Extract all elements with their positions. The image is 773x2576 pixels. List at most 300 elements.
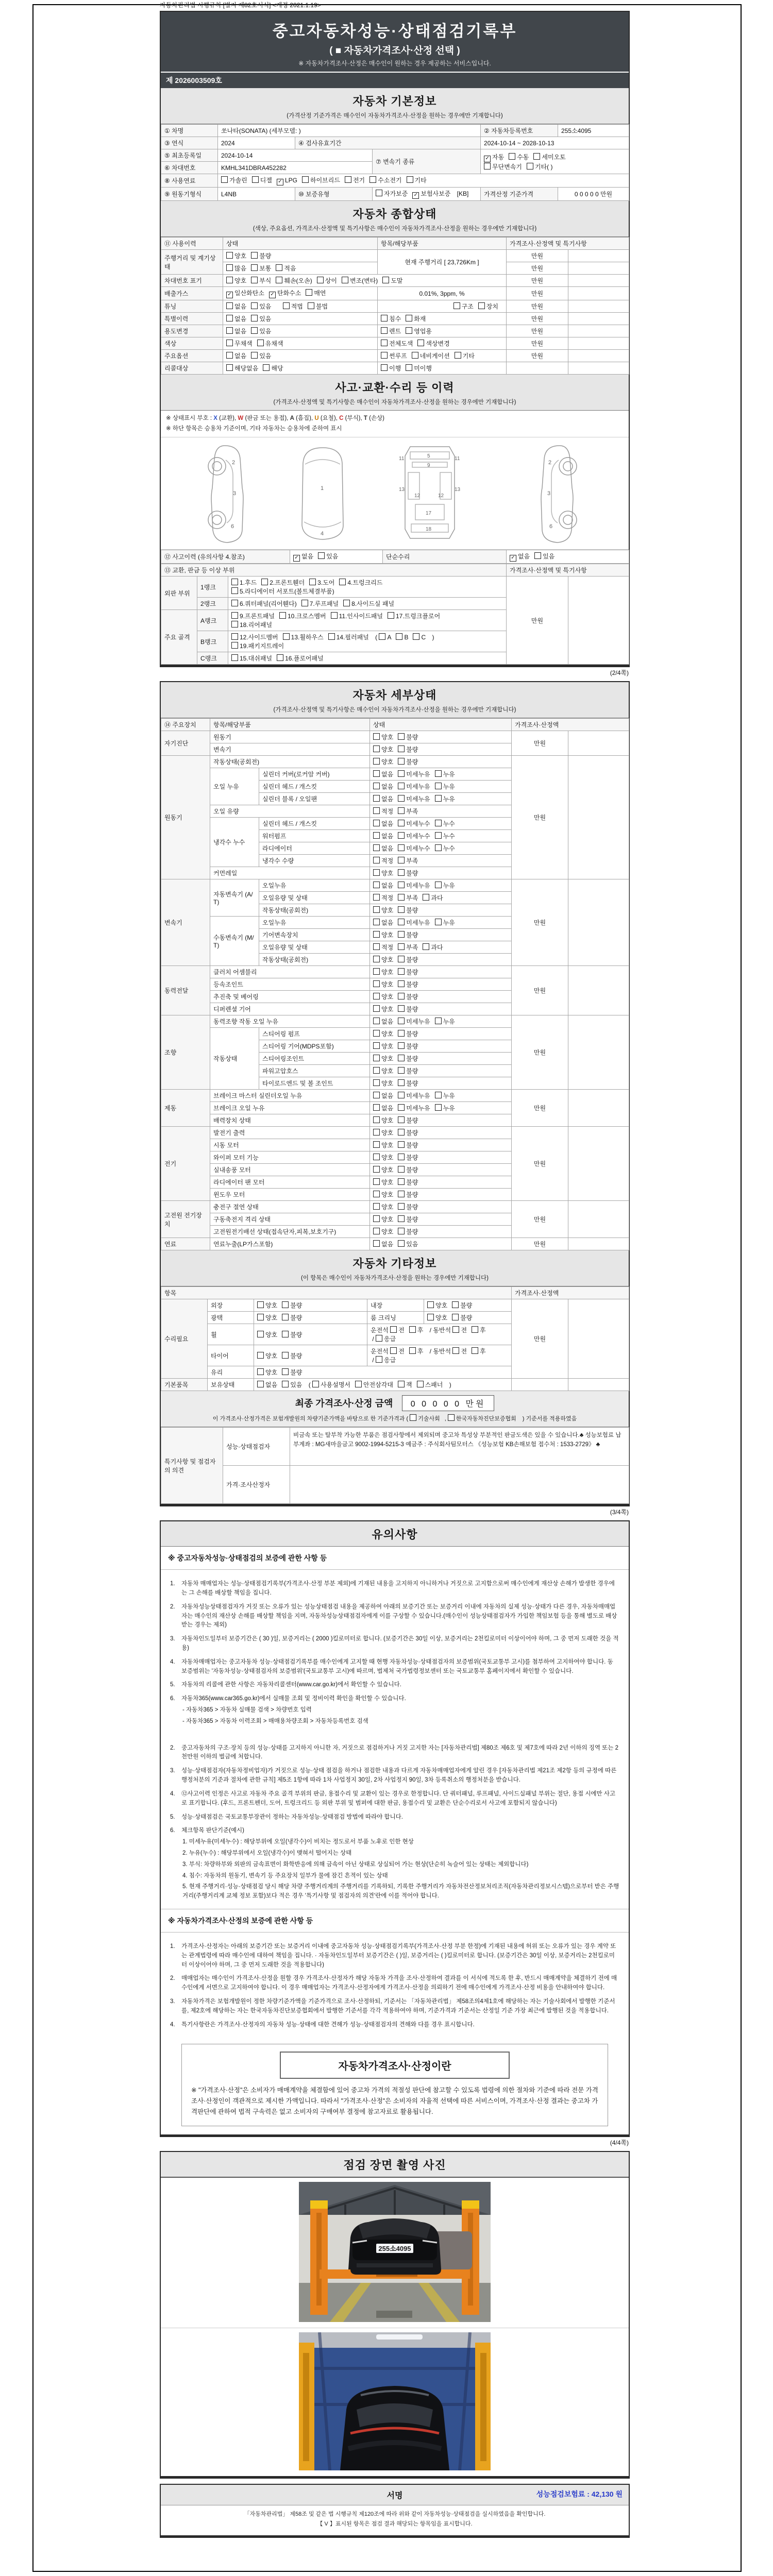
svg-text:13: 13 <box>399 487 405 493</box>
checkbox: 5.라디에이터 서포트(볼트체결부품) <box>231 587 334 596</box>
final-price-basis <box>165 1414 625 1422</box>
table-row <box>161 1015 629 1028</box>
checkbox-cell <box>370 1090 512 1102</box>
cell <box>568 966 629 1015</box>
label-cell: 튜닝 <box>161 300 223 313</box>
checkbox: 양호 <box>373 1128 393 1137</box>
cell: 만원 <box>507 300 568 313</box>
section-subtitle: (가격산정 기준가격은 매수인이 자동차가격조사·산정을 원하는 경우에만 기재합니다) <box>287 113 503 119</box>
table-row <box>161 577 629 598</box>
cell: 만원 <box>512 756 568 879</box>
cell: 만원 <box>507 350 568 362</box>
notice-item <box>170 1974 619 1993</box>
checkbox: 불량 <box>452 1301 472 1310</box>
checkbox: 없음 <box>373 819 393 828</box>
checkbox: 불량 <box>398 1165 418 1174</box>
table-row <box>161 337 629 350</box>
cell: 0 0 0 0 0 만원 <box>558 188 629 201</box>
fee-value: 42,130 원 <box>591 2490 623 2499</box>
checkbox: 8.사이드실 패널 <box>343 599 394 608</box>
cell: 스티어링 펌프 <box>259 1028 370 1040</box>
checkbox-cell <box>223 337 378 350</box>
state-mark-legend <box>166 414 624 424</box>
checkbox-cell <box>254 1345 367 1366</box>
checkbox: 불량 <box>398 1128 418 1137</box>
notice-item-text: 자동차인도일부터 보증기간은 ( 30 )일, 보증거리는 ( 2000 )킬로미터로 합니다. (보증기간은 30일 이상, 보증거리는 2천킬로미터 이상이어야 하며, 그 중 먼저 도래한 것을 적용) <box>181 1636 619 1651</box>
label-cell: ② 자동차등록번호 <box>481 125 558 137</box>
checkbox-cell <box>378 362 507 375</box>
checkbox-checked: ✓ 일산화탄소 <box>226 289 264 298</box>
notice-item-number: 6. <box>170 1696 175 1702</box>
section-subtitle: (가격조사·산정액 및 특기사항은 매수인이 자동차가격조사·산정을 원하는 경우에만 기재합니다) <box>273 707 516 714</box>
notice-item-number: 4. <box>170 2021 175 2028</box>
checkbox: 있음 <box>318 552 338 561</box>
checkbox: 불량 <box>398 1029 418 1038</box>
checkbox: 없음 <box>373 1017 393 1026</box>
checkbox-cell <box>370 867 512 879</box>
checkbox: 양호 <box>257 1368 277 1377</box>
checkbox-cell <box>370 768 512 781</box>
label-cell: 자기진단 <box>161 731 210 756</box>
section-title: 사고·교환·수리 등 이력 <box>335 381 455 394</box>
checkbox: 양호 <box>226 276 246 285</box>
checkbox: 1.후드 <box>231 578 257 587</box>
photos-block <box>160 2151 630 2479</box>
checkbox: 없음 <box>373 1240 393 1248</box>
cell: 만원 <box>512 1015 568 1090</box>
table-row <box>161 1466 629 1504</box>
checkbox: 기술사회 <box>410 1414 440 1422</box>
checkbox-cell <box>370 1139 512 1151</box>
checkbox: 불량 <box>398 1116 418 1125</box>
cell: L4NB <box>218 188 295 201</box>
cell: 수동변속기 (M/T) <box>210 917 259 966</box>
checkbox: 양호 <box>373 745 393 754</box>
checkbox: 양호 <box>373 1042 393 1050</box>
checkbox: 6.쿼터패널(리어휀다) <box>231 599 297 608</box>
notice-sub-item: 4. 침수: 자동차의 원동기, 변속기 등 주요장치 일부가 물에 잠긴 흔적이 있는 상태 <box>182 1872 388 1879</box>
cell: 오일유량 및 상태 <box>259 941 370 954</box>
notice-item <box>170 1580 619 1598</box>
text: , <box>444 1416 448 1422</box>
cell: 실린더 헤드 / 개스킷 <box>259 781 370 793</box>
final-price-label: 최종 가격조사·산정 금액 <box>295 1398 393 1409</box>
checkbox: 불량 <box>398 1141 418 1149</box>
cell: 현재 주행거리 [ 23,726Km ] <box>378 250 507 275</box>
accident-history-mount <box>161 550 629 564</box>
checkbox: 많음 <box>226 264 246 273</box>
label-cell: 기본품목 <box>161 1379 208 1391</box>
label-cell: 배출가스 <box>161 287 223 300</box>
page-block-2 <box>160 681 630 1506</box>
checkbox: 없음 <box>373 844 393 853</box>
checkbox: 없음 <box>226 314 246 323</box>
svg-text:6: 6 <box>549 523 553 530</box>
notice-item-text: ⑫사고이력 인정은 사고로 자동차 주요 골격 부위의 판금, 용접수리 및 교환이 있는 경우로 한정합니다. 단 쿼터패널, 루프패널, 사이드실패널 부위는 절단, 용접 시에만 사고로 표기합니다. (후드, 프론트펜더, 도어, 트렁크리드 등 외판 부위 및 범퍼에 대한 판금, 용접수리 및 교환은 단순수리로서 사고에 포함되지 않습니다) <box>181 1790 616 1806</box>
label-cell: 가격조사·산정액 <box>512 719 629 731</box>
table-row <box>161 300 629 313</box>
checkbox: 16.플로어패널 <box>277 654 324 663</box>
insurance-fee <box>536 2489 623 2499</box>
checkbox: 양호 <box>373 992 393 1001</box>
checkbox-cell <box>223 325 378 337</box>
checkbox-cell <box>370 743 512 756</box>
cell: 고전원전기배선 상태(접속단자,피복,보호기구) <box>210 1226 370 1238</box>
table-row <box>161 149 629 162</box>
checkbox: 적정 <box>373 807 393 816</box>
cell: 만원 <box>512 731 568 756</box>
checkbox: 매연 <box>306 289 326 297</box>
checkbox: 이행 <box>381 364 401 372</box>
checkbox: 불량 <box>282 1301 302 1310</box>
fee-label: 성능점검보험료 : <box>536 2490 592 2499</box>
checkbox: 기타 <box>455 351 475 360</box>
checkbox: 영업용 <box>406 327 432 335</box>
cell: 만원 <box>507 313 568 325</box>
notice-item <box>170 1744 619 1762</box>
checkbox: 양호 <box>257 1351 277 1360</box>
cell <box>568 1299 629 1379</box>
checkbox-cell <box>370 991 512 1003</box>
cell: 충전구 절연 상태 <box>210 1201 370 1213</box>
notice-item <box>170 1826 619 1901</box>
label-cell: 항목/해당부품 <box>210 719 370 731</box>
checkbox: 전 <box>390 1326 405 1334</box>
section-subtitle: (이 항목은 매수인이 자동차가격조사·산정을 원하는 경우에만 기재합니다) <box>301 1275 489 1282</box>
checkbox: 부식 <box>251 276 271 285</box>
cell: 오일 누유 <box>210 768 259 805</box>
checkbox: 불량 <box>398 733 418 741</box>
checkbox-cell <box>370 966 512 978</box>
cell <box>568 337 629 350</box>
cell <box>568 300 629 313</box>
cell: 2024-10-14 ~ 2028-10-13 <box>481 137 629 149</box>
checkbox: 양호 <box>373 906 393 914</box>
cell: 작동상태 <box>210 1028 259 1090</box>
checkbox: 불량 <box>398 968 418 976</box>
table-row <box>161 287 629 300</box>
table-row <box>161 564 629 577</box>
label-cell: 리콜대상 <box>161 362 223 375</box>
checkbox: 기타( ) <box>527 162 553 171</box>
label-cell: ④ 검사유효기간 <box>295 137 481 149</box>
table-row <box>161 238 629 250</box>
text <box>276 303 282 310</box>
checkbox-cell <box>370 1238 512 1250</box>
page-block-3 <box>160 1520 630 2137</box>
checkbox: 불량 <box>398 1153 418 1162</box>
checkbox: 없음 <box>373 782 393 791</box>
final-price-amount: 0 0 0 0 0 만원 <box>402 1395 495 1411</box>
checkbox: 무단변속기 <box>484 162 522 171</box>
checkbox: A <box>379 633 391 641</box>
checkbox: 13.휠하우스 <box>283 633 324 641</box>
car-diagram <box>161 437 629 550</box>
cell: 만원 <box>507 337 568 350</box>
notice-item-number: 3. <box>170 1636 175 1642</box>
label-cell: B랭크 <box>197 631 228 652</box>
checkbox: 양호 <box>373 1178 393 1187</box>
cell: 워터펌프 <box>259 830 370 842</box>
inspector-opinion-table <box>161 1427 629 1504</box>
table-row <box>161 325 629 337</box>
cell: 타이어 <box>208 1345 254 1366</box>
label-cell: ⑨ 원동기형식 <box>161 188 218 201</box>
cell: 만원 <box>512 1238 568 1250</box>
label-cell: ⑩ 보증유형 <box>295 188 373 201</box>
text: 운전석 <box>371 1327 391 1334</box>
label-cell: ⑤ 최초등록일 <box>161 149 218 162</box>
checkbox: 누수 <box>435 832 455 840</box>
checkbox: 훼손(오손) <box>276 276 312 285</box>
checkbox-cell <box>370 941 512 954</box>
notice-item-text: 체크항목 판단기준(예시) 1. 미세누유(미세누수) : 해당부위에 오일(냉각수)이 비치는 정도로서 부품 노후로 인한 현상 2. 누유(누수) : 해당부위에서 오일(냉각수)이 맺혀서 떨어지는 상태 3. 부식: 차량하부와 외판의 금속표면이 화학반응에 의해 금속이 아닌 상태로 상실되어 가는 현상(단순히 녹슬어 있는 상태는 제외합니다) 4. 침수: 자동차의 원동기, 변속기 등 주요장치 일부가 물에 잠긴 흔적이 있는 상태 5. 현재 주행거리·성능·상태점검 당시 해당 차량 주행거리계의 주행거리를 기록하되, 기록한 주행거리가 자동차전산정보처리조직(자동차관리정보시스템)으로부터 받은 주행거리(주행거리계 교체 정보 포함)보다 적은 경우 '특기사항 및 점검자의 의견'란에 이를 적어야 합니다. <box>181 1826 619 1901</box>
label-cell: 제동 <box>161 1090 210 1127</box>
checkbox-cell <box>223 262 378 275</box>
checkbox: 유채색 <box>257 339 283 348</box>
checkbox: 장치 <box>478 302 498 311</box>
text: / <box>371 1335 376 1343</box>
checkbox: 양호 <box>373 1141 393 1149</box>
checkbox: 양호 <box>373 930 393 939</box>
checkbox: 불량 <box>398 1066 418 1075</box>
checkbox: 없음 <box>373 770 393 778</box>
checkbox-cell <box>290 550 383 564</box>
signature-block <box>160 2484 630 2537</box>
cell <box>568 731 629 756</box>
table-row <box>161 137 629 149</box>
checkbox: 양호 <box>373 1005 393 1013</box>
diagram-legend <box>161 411 629 437</box>
section-title: 점검 장면 촬영 사진 <box>343 2159 446 2172</box>
checkbox: 불량 <box>398 992 418 1001</box>
checkbox: 있음 <box>251 302 271 311</box>
table-row <box>161 966 629 978</box>
checkbox-cell <box>254 1324 367 1345</box>
label-cell: 단순수리 <box>383 550 507 564</box>
table-row <box>161 1379 629 1391</box>
checkbox: 세미오토 <box>533 152 565 161</box>
checkbox: 양호 <box>373 757 393 766</box>
cell: 만원 <box>512 879 568 966</box>
checkbox: 한국자동차진단보증협회 <box>448 1414 516 1422</box>
notice-b-list <box>161 1734 629 1909</box>
checkbox: 15.대쉬패널 <box>231 654 272 663</box>
checkbox-cell <box>507 550 629 564</box>
cell: 브레이크 마스터 실린더오일 누유 <box>210 1090 370 1102</box>
svg-text:2: 2 <box>232 460 236 466</box>
table-row <box>161 719 629 731</box>
checkbox-cell <box>223 287 378 300</box>
notice-item <box>170 1813 619 1822</box>
checkbox: 자가보증 <box>376 189 408 198</box>
table-row <box>161 1090 629 1102</box>
checkbox: 불량 <box>452 1313 472 1322</box>
checkbox: 양호 <box>427 1301 447 1310</box>
cell: 만원 <box>507 262 568 275</box>
notice-item-text: 특기사항란은 가격조사·산정자의 자동차 성능·상태에 대한 견해가 성능·상태점검자의 견해와 다를 경우 표시합니다. <box>181 2021 475 2028</box>
svg-text:3: 3 <box>547 490 551 497</box>
exchange-panel-mount <box>161 564 629 665</box>
notice-item <box>170 1694 619 1726</box>
checkbox-cell <box>367 1345 512 1366</box>
section-basic-info <box>161 88 629 124</box>
label-cell: ⑥ 차대번호 <box>161 162 218 174</box>
checkbox: 누유 <box>435 770 455 778</box>
notice-sub-item: - 자동차365 > 자동차 이력조회 > 매매용차량조회 > 자동차등록번호 검색 <box>182 1718 368 1724</box>
cell: 0.01%, 3ppm, % <box>378 287 507 300</box>
checkbox-cell <box>370 1176 512 1189</box>
label-cell: ⑫ 사고이력 (유의사항 4.참조) <box>161 550 290 564</box>
opinions-mount <box>161 1427 629 1504</box>
checkbox: 11.인사이드패널 <box>331 612 383 620</box>
checkbox: 19.패키지트레이 <box>231 641 284 650</box>
checkbox: 미세누유 <box>398 770 430 778</box>
label-cell: 특별이력 <box>161 313 223 325</box>
law-reference-line: 자동차관리법 시행규칙 [별지 제82호서식] <개정 2021.1.19> <box>160 2 321 9</box>
checkbox: 양호 <box>427 1313 447 1322</box>
label-cell: 동력전달 <box>161 966 210 1015</box>
checkbox: 불량 <box>398 906 418 914</box>
notice-item <box>170 2021 619 2030</box>
label-cell: 주요 골격 <box>161 610 197 665</box>
cell: 변속기 <box>210 743 370 756</box>
cell: 오일누유 <box>259 879 370 892</box>
checkbox: 양호 <box>373 1153 393 1162</box>
checkbox: 있음 <box>282 1380 302 1389</box>
checkbox: 미세누유 <box>398 1104 430 1112</box>
notice-item-number: 1. <box>170 1943 175 1950</box>
checkbox: 누유 <box>435 782 455 791</box>
checkbox: 3.도어 <box>309 578 334 587</box>
section-subtitle: (가격조사·산정액 및 특기사항은 매수인이 자동차가격조사·산정을 원하는 경우에만 기재합니다) <box>273 399 516 405</box>
text: ( <box>373 634 379 641</box>
checkbox-cell <box>370 1201 512 1213</box>
summary-table-mount <box>161 237 629 375</box>
cell: 등속조인트 <box>210 978 370 991</box>
cell: 작동상태(공회전) <box>259 904 370 917</box>
checkbox: 14.필러패널 <box>328 633 369 641</box>
checkbox: 적정 <box>373 856 393 865</box>
notice-sub-item: - 자동차365 > 자동차 실매물 검색 > 차량번호 입력 <box>182 1707 312 1714</box>
checkbox: 양호 <box>373 1029 393 1038</box>
label-cell: 주행거리 및 계기상태 <box>161 250 223 275</box>
label-cell: 상태 <box>223 238 378 250</box>
checkbox: C <box>413 633 426 641</box>
cell: 2024 <box>218 137 295 149</box>
checkbox: 양호 <box>373 1215 393 1224</box>
label-cell: 차대번호 표기 <box>161 275 223 287</box>
checkbox: 없음 <box>373 832 393 840</box>
checkbox-cell <box>370 781 512 793</box>
checkbox: 불량 <box>398 1190 418 1199</box>
text: / 동반석 <box>428 1327 453 1334</box>
label-cell: ⑪ 사용이력 <box>161 238 223 250</box>
checkbox: 구조 <box>453 302 474 311</box>
notice-item-text: 매매업자는 매수인이 가격조사·산정을 원할 경우 가격조사·산정자가 해당 자동차 가격을 조사·산정하여 결과를 이 서식에 적도록 한 후, 반드시 매매계약을 체결하기 전에 매수인에게 서면으로 고지하여야 합니다. 이 경우 매매업자는 가격조사·산정자에게 가격조사·산정을 의뢰하기 전에 매수인에게 가격조사·산정 비용을 안내하여야 합니다. <box>181 1975 617 1991</box>
checkbox: 수소전기 <box>369 176 401 184</box>
license-plate: 255소4095 <box>378 2245 411 2253</box>
cell: 휠 <box>208 1324 254 1345</box>
checkbox: 무채색 <box>226 339 253 348</box>
checkbox-cell <box>370 904 512 917</box>
checkbox: 양호 <box>257 1330 277 1339</box>
checkbox: 불량 <box>398 1079 418 1088</box>
checkbox-cell <box>218 174 629 188</box>
checkbox-cell <box>223 275 507 287</box>
table-row <box>161 756 629 768</box>
svg-text:17: 17 <box>426 511 432 517</box>
cell: 내장 <box>367 1299 424 1312</box>
checkbox-cell <box>370 1028 512 1040</box>
cell <box>568 1379 629 1391</box>
cell: 자동변속기 (A/T) <box>210 879 259 917</box>
detail-state-mount <box>161 718 629 1250</box>
state-mark-U: U <box>314 415 319 421</box>
cell: 실린더 커버(로커암 커버) <box>259 768 370 781</box>
checkbox: 없음 <box>373 918 393 927</box>
state-mark-label: (판금 또는 용접), <box>243 415 290 421</box>
checkbox-cell <box>370 879 512 892</box>
label-cell: ③ 연식 <box>161 137 218 149</box>
checkbox: 해당없음 <box>226 364 258 372</box>
checkbox-checked: ✓ 탄화수소 <box>269 289 301 298</box>
notice-item <box>170 1997 619 2016</box>
checkbox: 미세누유 <box>398 1091 430 1100</box>
legend-prefix: ※ 상태표시 부호 : <box>166 415 214 421</box>
checkbox: 썬루프 <box>381 351 407 360</box>
notice-item <box>170 1681 619 1690</box>
checkbox-cell <box>378 313 507 325</box>
cell <box>568 1015 629 1090</box>
label-cell: 주요옵션 <box>161 350 223 362</box>
cell: 라디에이터 <box>259 842 370 855</box>
checkbox: 도말 <box>382 276 402 285</box>
cell: 만원 <box>512 1201 568 1238</box>
checkbox: 수동 <box>509 152 529 161</box>
cell: 오일유량 및 상태 <box>259 892 370 904</box>
final-price-box <box>161 1391 629 1427</box>
checkbox: 적정 <box>373 943 393 952</box>
checkbox: 양호 <box>373 1227 393 1236</box>
detail-state-table <box>161 718 629 1250</box>
cell: 만원 <box>512 966 568 1015</box>
label-cell: 원동기 <box>161 756 210 879</box>
state-mark-X: X <box>213 415 217 421</box>
notice-item-number: 4. <box>170 1790 175 1797</box>
cell: 비금속 또는 탈부착 가능한 부품은 점검사항에서 제외되며 중고차 특성상 부분적인 판금도색은 있을 수 있습니다.♣ 성능보험료 납부계좌 : MG새마을금고 9002-1994-5215-3 예금주 : 주식회사팀모터스 《성능보험 KB손해보험 접수처 : 1533-2729》 ♣ <box>290 1428 629 1466</box>
text: ( <box>307 1381 313 1389</box>
cell: 오일 유량 <box>210 805 370 818</box>
report-note: ※ 자동차가격조사·산정은 매수인이 원하는 경우 제공하는 서비스입니다. <box>298 60 491 67</box>
checkbox: 전 <box>390 1347 405 1355</box>
cell: 만원 <box>507 325 568 337</box>
table-row <box>161 362 629 375</box>
notice-item-number: 2. <box>170 1744 175 1751</box>
checkbox: 불량 <box>282 1351 302 1360</box>
svg-text:13: 13 <box>455 487 461 493</box>
checkbox: 2.프론트휀더 <box>261 578 305 587</box>
document-number: 제 2026003509호 <box>161 72 629 88</box>
label-cell: A랭크 <box>197 610 228 631</box>
table-row <box>161 313 629 325</box>
checkbox-cell <box>370 793 512 805</box>
cell: 발전기 출력 <box>210 1127 370 1139</box>
checkbox: 전 <box>452 1326 467 1334</box>
signature-header <box>161 2485 629 2505</box>
checkbox: 양호 <box>226 251 246 260</box>
cell <box>568 1127 629 1201</box>
